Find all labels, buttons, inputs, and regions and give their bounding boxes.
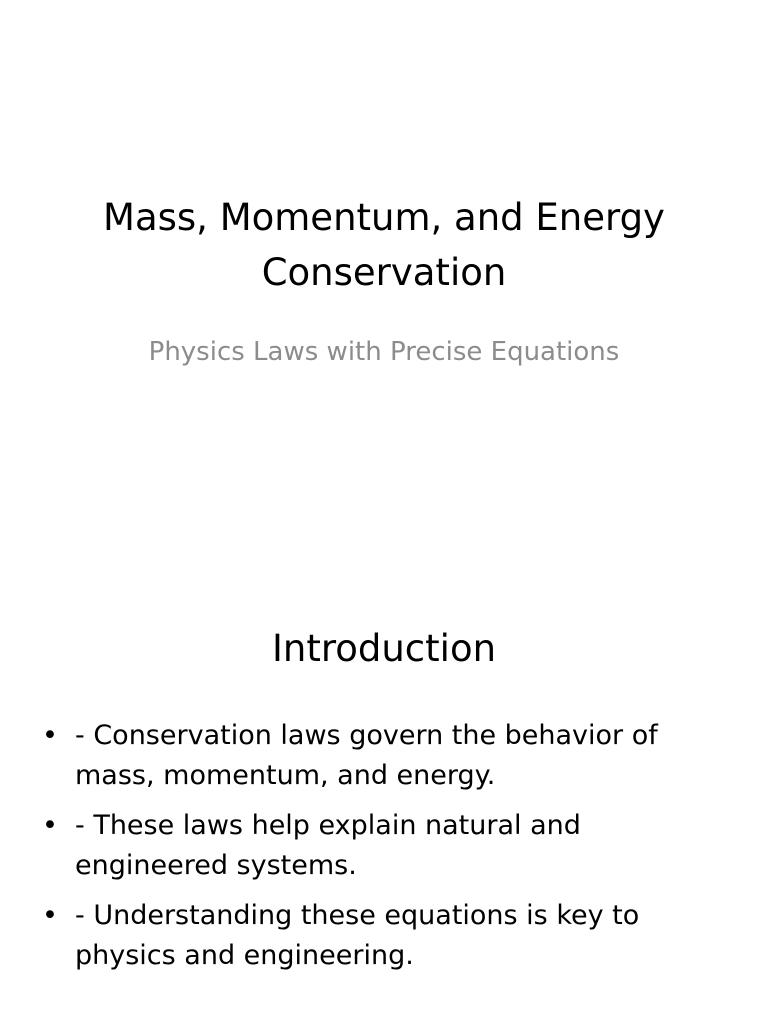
bullet-dot-icon: • <box>42 900 58 931</box>
bullet-text: - These laws help explain natural and engineered systems. <box>75 810 581 881</box>
bullet-item <box>40 806 700 886</box>
bullet-text: - Conservation laws govern the behavior of mass, momentum, and energy. <box>75 720 658 791</box>
bullet-dot-icon: • <box>42 720 58 751</box>
bullet-text: - Understanding these equations is key to physics and engineering. <box>75 900 640 971</box>
bullet-item <box>40 896 700 976</box>
slide-title-line-2: Conservation <box>261 251 507 294</box>
introduction-slide <box>0 576 768 1024</box>
slide-subtitle: Physics Laws with Precise Equations <box>148 337 620 367</box>
bullet-item <box>40 716 700 796</box>
introduction-title: Introduction <box>271 627 497 670</box>
slide-title-line-1: Mass, Momentum, and Energy <box>103 196 665 239</box>
slide-title <box>40 190 728 300</box>
bullet-dot-icon: • <box>42 810 58 841</box>
bullet-list <box>40 716 700 986</box>
